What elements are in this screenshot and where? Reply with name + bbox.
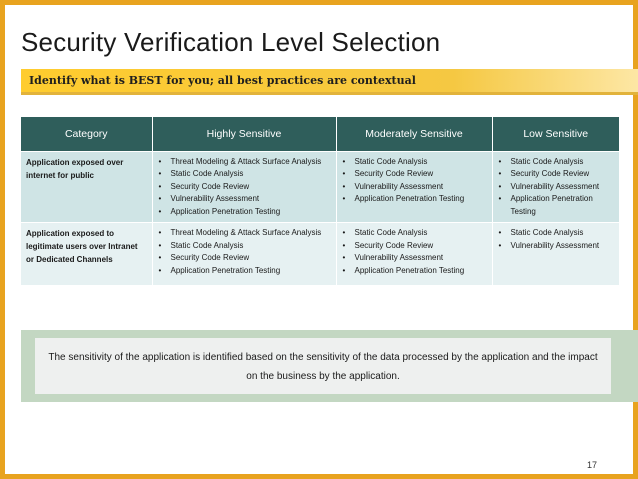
list-item: • Vulnerability Assessment bbox=[498, 181, 615, 194]
list-item: • Static Code Analysis bbox=[342, 156, 487, 169]
list-item: • Vulnerability Assessment bbox=[342, 252, 487, 265]
list-item: • Vulnerability Assessment bbox=[158, 193, 331, 206]
list-item: • Application Penetration Testing bbox=[158, 265, 331, 278]
low-sensitive-cell bbox=[492, 223, 619, 285]
header-moderately-sensitive: Moderately Sensitive bbox=[336, 117, 492, 151]
list-item: • Static Code Analysis bbox=[158, 168, 331, 181]
header-highly-sensitive: Highly Sensitive bbox=[152, 117, 336, 151]
list-item: • Static Code Analysis bbox=[342, 227, 487, 240]
table-row bbox=[21, 151, 619, 223]
list-item: • Application Penetration Testing bbox=[158, 206, 331, 219]
subtitle-bar bbox=[21, 69, 638, 95]
slide-title: Security Verification Level Selection bbox=[21, 27, 441, 57]
list-item: • Security Code Review bbox=[342, 240, 487, 253]
low-sensitive-cell bbox=[492, 151, 619, 223]
header-low-sensitive: Low Sensitive bbox=[492, 117, 619, 151]
highly-sensitive-cell bbox=[152, 223, 336, 285]
list-item: • Security Code Review bbox=[342, 168, 487, 181]
note-band bbox=[21, 330, 638, 402]
list-item: • Static Code Analysis bbox=[498, 156, 615, 169]
page-number: 17 bbox=[586, 460, 597, 470]
list-item: • Static Code Analysis bbox=[498, 227, 615, 240]
table-header-row bbox=[21, 117, 619, 151]
list-item: • Threat Modeling & Attack Surface Analysis bbox=[158, 227, 331, 240]
practice-list bbox=[342, 227, 487, 277]
moderately-sensitive-cell bbox=[336, 151, 492, 223]
practice-list bbox=[342, 156, 487, 206]
moderately-sensitive-cell bbox=[336, 223, 492, 285]
list-item: • Static Code Analysis bbox=[158, 240, 331, 253]
table-row bbox=[21, 223, 619, 285]
practice-list bbox=[498, 227, 615, 252]
highly-sensitive-cell bbox=[152, 151, 336, 223]
slide-subtitle: Identify what is BEST for you; all best practices are contextual bbox=[29, 74, 416, 87]
header-category: Category bbox=[21, 117, 152, 151]
verification-level-table bbox=[21, 117, 619, 285]
list-item: • Threat Modeling & Attack Surface Analysis bbox=[158, 156, 331, 169]
list-item: • Vulnerability Assessment bbox=[498, 240, 615, 253]
category-cell: Application exposed to legitimate users over Intranet or Dedicated Channels bbox=[21, 223, 152, 285]
practice-list bbox=[498, 156, 615, 219]
list-item: • Security Code Review bbox=[158, 252, 331, 265]
practice-list bbox=[158, 227, 331, 277]
sensitivity-note: The sensitivity of the application is identified based on the sensitivity of the data processed by the application and the impact on the business by the application. bbox=[35, 338, 611, 394]
category-cell: Application exposed over internet for public bbox=[21, 151, 152, 223]
list-item: • Application Penetration Testing bbox=[342, 193, 487, 206]
practice-list bbox=[158, 156, 331, 219]
list-item: • Vulnerability Assessment bbox=[342, 181, 487, 194]
list-item: • Application Penetration Testing bbox=[342, 265, 487, 278]
list-item: • Security Code Review bbox=[158, 181, 331, 194]
list-item: • Application Penetration Testing bbox=[498, 193, 615, 218]
list-item: • Security Code Review bbox=[498, 168, 615, 181]
